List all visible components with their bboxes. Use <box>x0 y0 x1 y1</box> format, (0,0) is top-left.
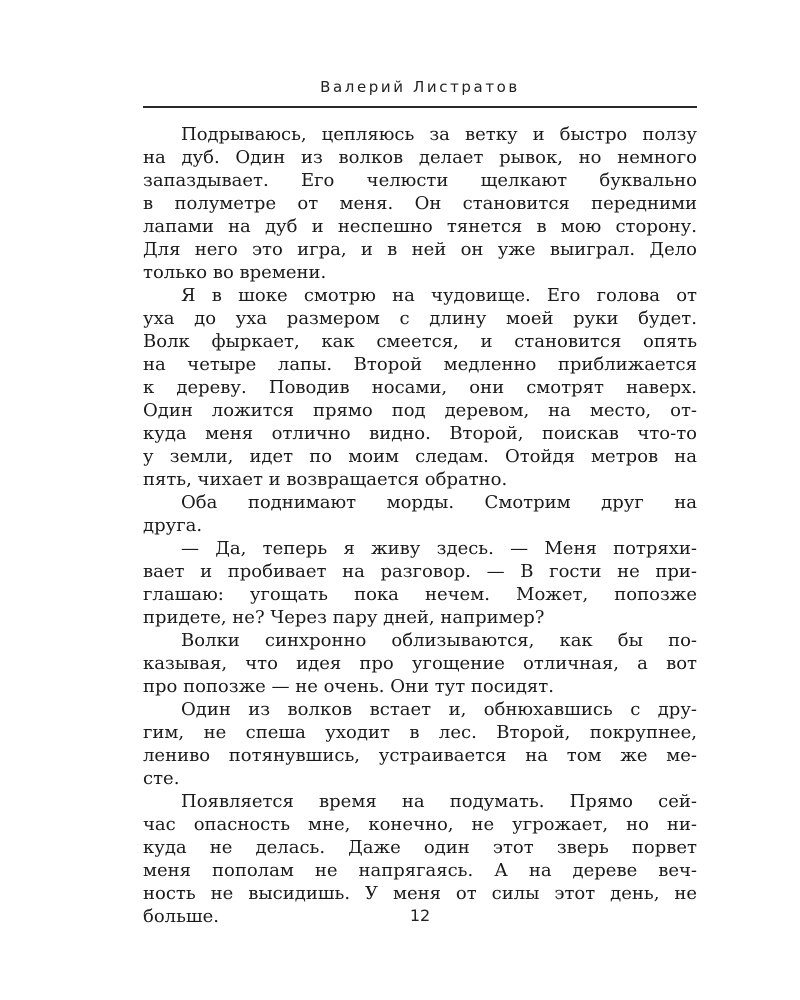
text-line: Появляется время на подумать. Прямо сей- <box>181 791 697 812</box>
text-line: запаздывает. Его челюсти щелкают буквально <box>143 170 697 191</box>
text-line: Я в шоке смотрю на чудовище. Его голова от <box>181 285 697 306</box>
text-line: Один из волков встает и, обнюхавшись с дру- <box>181 699 697 720</box>
text-line: куда не делась. Даже один этот зверь порвет <box>143 837 697 858</box>
text-line: час опасность мне, конечно, не угрожает, но ни- <box>143 814 697 835</box>
body-text <box>143 123 697 928</box>
text-line: пять, чихает и возвращается обратно. <box>143 469 508 490</box>
text-line: на дуб. Один из волков делает рывок, но немного <box>143 147 697 168</box>
text-line: — Да, теперь я живу здесь. — Меня потряхи- <box>181 538 697 559</box>
text-line: Оба поднимают морды. Смотрим друг на <box>181 492 697 513</box>
text-line: про попозже — не очень. Они тут посидят. <box>143 676 554 697</box>
text-line: Волк фыркает, как смеется, и становится опять <box>143 331 697 352</box>
page-number: 12 <box>409 906 431 925</box>
text-line: Для него это игра, и в ней он уже выиграл. Дело <box>143 239 697 260</box>
text-line: Один ложится прямо под деревом, на место, от- <box>143 400 697 421</box>
text-line: сте. <box>143 768 180 789</box>
text-line: уха до уха размером с длину моей руки будет. <box>143 308 697 329</box>
text-line: на четыре лапы. Второй медленно приближается <box>143 354 697 375</box>
text-line: вает и пробивает на разговор. — В гости не при- <box>143 561 697 582</box>
text-line: придете, не? Через пару дней, например? <box>143 607 545 628</box>
text-line: куда меня отлично видно. Второй, поискав что-то <box>143 423 697 444</box>
text-line: друга. <box>143 515 203 536</box>
text-line: Волки синхронно облизываются, как бы по- <box>181 630 697 651</box>
text-line: больше. <box>143 906 220 927</box>
text-line: лапами на дуб и неспешно тянется в мою сторону. <box>143 216 697 237</box>
header-rule <box>143 106 697 108</box>
text-line: только во времени. <box>143 262 327 283</box>
text-line: меня пополам не напрягаясь. А на дереве веч- <box>143 860 697 881</box>
text-line: глашаю: угощать пока нечем. Может, попозже <box>143 584 697 605</box>
text-line: лениво потянувшись, устраивается на том же ме- <box>143 745 697 766</box>
text-line: Подрываюсь, цепляюсь за ветку и быстро ползу <box>181 124 697 145</box>
running-head-author: Валерий Листратов <box>320 78 520 96</box>
text-line: в полуметре от меня. Он становится передними <box>143 193 697 214</box>
text-line: к дереву. Поводив носами, они смотрят наверх. <box>143 377 697 398</box>
text-line: казывая, что идея про угощение отличная, а вот <box>143 653 697 674</box>
text-line: у земли, идет по моим следам. Отойдя метров на <box>143 446 697 467</box>
text-line: ность не высидишь. У меня от силы этот день, не <box>143 883 697 904</box>
text-line: гим, не спеша уходит в лес. Второй, покрупнее, <box>143 722 697 743</box>
